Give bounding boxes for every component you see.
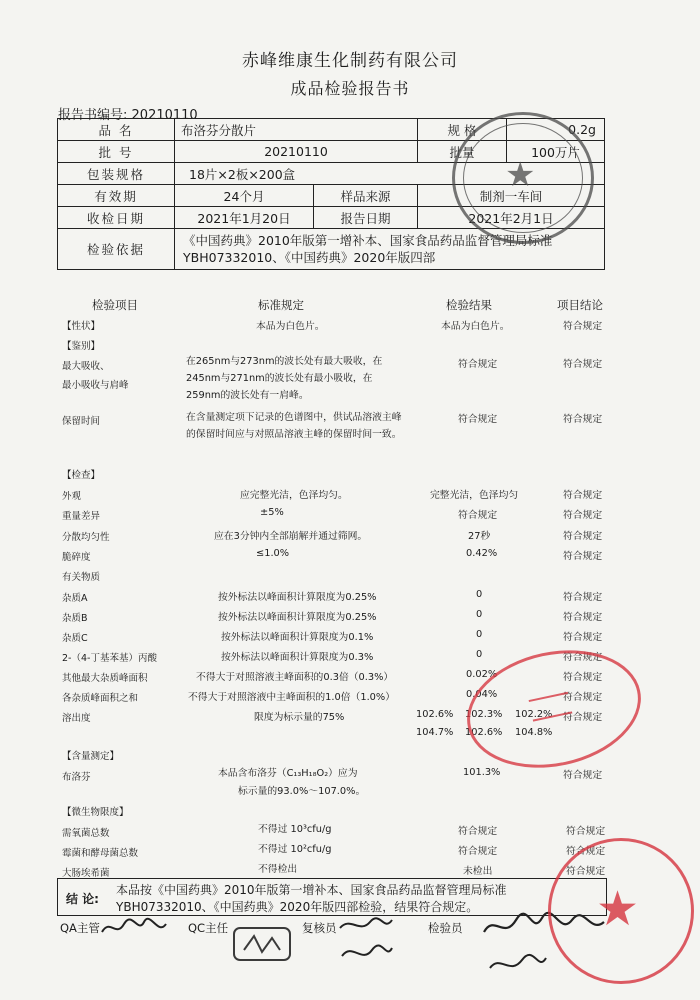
appearance-label: 外观 [62, 491, 82, 502]
assay-standard-1: 本品含布洛芬（C₁₃H₁₈O₂）应为 [218, 768, 358, 779]
section-assay: 【含量测定】 [62, 751, 120, 762]
section-character: 【性状】 [62, 321, 101, 332]
col-conclusion: 项目结论 [557, 298, 603, 312]
col-standard: 标准规定 [258, 298, 304, 312]
weight-conclusion: 符合规定 [563, 510, 603, 521]
impurity-c-conclusion: 符合规定 [563, 632, 603, 643]
qc-signature-stamp [232, 926, 292, 962]
character-result: 本品为白色片。 [441, 321, 510, 332]
impurity-d-conclusion: 符合规定 [563, 652, 603, 663]
impurity-d-result: 0 [476, 649, 483, 660]
mold-conclusion: 符合规定 [566, 846, 606, 857]
dissolution-result-1: 102.6% [416, 709, 454, 720]
assay-result: 101.3% [463, 767, 501, 778]
source-value: 制剂一车间 [418, 185, 605, 207]
received-date-value: 2021年1月20日 [175, 207, 314, 229]
batch-value: 20210110 [175, 141, 418, 163]
report-date-label: 报告日期 [314, 207, 418, 229]
report-number-value: 20210110 [131, 108, 198, 123]
weight-label: 重量差异 [62, 511, 101, 522]
conclusion-label: 结 论: [66, 892, 99, 906]
assay-standard-2: 标示量的93.0%～107.0%。 [238, 786, 366, 797]
impurity-c-result: 0 [476, 629, 483, 640]
retention-conclusion: 符合规定 [563, 414, 603, 425]
inspector-label: 检验员 [428, 921, 463, 935]
impurity-c-standard: 按外标法以峰面积计算限度为0.1% [221, 632, 374, 643]
uv-standard: 在265nm与273nm的波长处有最大吸收，在245nm与271nm的波长处有最小吸收，在259nm的波长处有一肩峰。 [186, 356, 383, 401]
ecoli-standard: 不得检出 [258, 864, 298, 875]
mold-result: 符合规定 [458, 846, 498, 857]
product-name-value: 布洛芬分散片 [175, 119, 418, 141]
ecoli-conclusion: 符合规定 [566, 866, 606, 877]
assay-label: 布洛芬 [62, 772, 91, 783]
company-name: 赤峰维康生化制药有限公司 [242, 51, 458, 71]
qa-manager-label: QA主管 [60, 921, 100, 935]
total-impurity-result: 0.04% [466, 689, 498, 700]
dispersion-label: 分散均匀性 [62, 532, 110, 543]
total-impurity-standard: 不得大于对照溶液中主峰面积的1.0倍（1.0%） [188, 692, 396, 703]
section-identify: 【鉴别】 [62, 341, 101, 352]
mold-standard: 不得过 10²cfu/g [258, 844, 332, 855]
retention-label: 保留时间 [62, 416, 101, 427]
aerobic-result: 符合规定 [458, 826, 498, 837]
aerobic-conclusion: 符合规定 [566, 826, 606, 837]
report-number-label: 报告书编号: [58, 108, 128, 123]
character-standard: 本品为白色片。 [256, 321, 325, 332]
aerobic-label: 需氧菌总数 [62, 828, 110, 839]
uv-label-1: 最大吸收、 [62, 361, 110, 372]
impurity-b-label: 杂质B [62, 613, 88, 624]
dissolution-result-4: 104.7% [416, 727, 454, 738]
dissolution-result-3: 102.2% [515, 709, 553, 720]
conclusion-line-2: YBH07332010、《中国药典》2020年版四部检验，结果符合规定。 [116, 900, 479, 914]
product-name-label: 品 名 [58, 119, 175, 141]
other-impurity-result: 0.02% [466, 669, 498, 680]
mold-label: 霉菌和酵母菌总数 [62, 848, 139, 859]
impurity-a-conclusion: 符合规定 [563, 592, 603, 603]
package-label: 包装规格 [58, 163, 175, 185]
aerobic-standard: 不得过 10³cfu/g [258, 824, 332, 835]
character-conclusion: 符合规定 [563, 321, 603, 332]
dispersion-standard: 应在3分钟内全部崩解并通过筛网。 [214, 531, 368, 542]
impurity-a-label: 杂质A [62, 593, 88, 604]
uv-conclusion: 符合规定 [563, 359, 603, 370]
dispersion-result: 27秒 [468, 531, 491, 542]
impurity-c-label: 杂质C [62, 633, 88, 644]
package-value: 18片×2板×200盒 [175, 163, 605, 185]
section-check: 【检查】 [62, 470, 101, 481]
col-result: 检验结果 [446, 298, 492, 312]
reviewer-signature [336, 912, 396, 972]
friability-label: 脆碎度 [62, 552, 91, 563]
related-substances-label: 有关物质 [62, 572, 101, 583]
document-title: 成品检验报告书 [290, 79, 410, 98]
impurity-b-standard: 按外标法以峰面积计算限度为0.25% [218, 612, 377, 623]
friability-standard: ≤1.0% [256, 548, 290, 559]
total-impurity-label: 各杂质峰面积之和 [62, 693, 139, 704]
spec-value: 0.2g [507, 119, 605, 141]
quantity-value: 100万片 [507, 141, 605, 163]
impurity-a-standard: 按外标法以峰面积计算限度为0.25% [218, 592, 377, 603]
basis-label: 检验依据 [58, 229, 175, 270]
friability-result: 0.42% [466, 548, 498, 559]
section-microbial: 【微生物限度】 [62, 807, 129, 818]
dissolution-label: 溶出度 [62, 713, 91, 724]
batch-label: 批 号 [58, 141, 175, 163]
basis-line-2: YBH07332010、《中国药典》2020年版四部 [183, 250, 436, 265]
dissolution-standard: 限度为标示量的75% [254, 712, 345, 723]
dissolution-result-5: 102.6% [465, 727, 503, 738]
impurity-b-conclusion: 符合规定 [563, 612, 603, 623]
quantity-label: 批量 [418, 141, 507, 163]
impurity-d-standard: 按外标法以峰面积计算限度为0.3% [221, 652, 374, 663]
col-item: 检验项目 [92, 298, 138, 312]
appearance-standard: 应完整光洁，色泽均匀。 [240, 490, 348, 501]
dissolution-result-2: 102.3% [465, 709, 503, 720]
dissolution-result-6: 104.8% [515, 727, 553, 738]
qa-signature [98, 912, 170, 942]
dispersion-conclusion: 符合规定 [563, 531, 603, 542]
report-date-value: 2021年2月1日 [418, 207, 605, 229]
friability-conclusion: 符合规定 [563, 551, 603, 562]
reviewer-label: 复核员 [302, 921, 337, 935]
appearance-result: 完整光洁，色泽均匀 [430, 490, 519, 501]
total-impurity-conclusion: 符合规定 [563, 692, 603, 703]
star-icon: ★ [596, 881, 640, 937]
dissolution-conclusion: 符合规定 [563, 712, 603, 723]
received-date-label: 收检日期 [58, 207, 175, 229]
other-impurity-conclusion: 符合规定 [563, 672, 603, 683]
company-red-seal-stamp [548, 838, 694, 984]
impurity-a-result: 0 [476, 589, 483, 600]
impurity-b-result: 0 [476, 609, 483, 620]
validity-label: 有效期 [58, 185, 175, 207]
conclusion-line-1: 本品按《中国药典》2010年版第一增补本、国家食品药品监督管理局标准 [116, 883, 507, 897]
other-impurity-standard: 不得大于对照溶液主峰面积的0.3倍（0.3%） [196, 672, 394, 683]
retention-standard: 在含量测定项下记录的色谱图中，供试品溶液主峰的保留时间应与对照品溶液主峰的保留时间一致。 [186, 412, 402, 440]
source-label: 样品来源 [314, 185, 418, 207]
star-icon: ★ [505, 155, 536, 195]
weight-result: 符合规定 [458, 510, 498, 521]
uv-result: 符合规定 [458, 359, 498, 370]
basis-line-1: 《中国药典》2010年版第一增补本、国家食品药品监督管理局标准 [183, 233, 553, 248]
ecoli-label: 大肠埃希菌 [62, 868, 110, 879]
ecoli-result: 未检出 [463, 866, 493, 877]
weight-standard: ±5% [260, 507, 284, 518]
retention-result: 符合规定 [458, 414, 498, 425]
uv-label-2: 最小吸收与肩峰 [62, 380, 129, 391]
impurity-d-label: 2-（4-丁基苯基）丙酸 [62, 653, 157, 664]
appearance-conclusion: 符合规定 [563, 490, 603, 501]
validity-value: 24个月 [175, 185, 314, 207]
other-impurity-label: 其他最大杂质峰面积 [62, 673, 148, 684]
distributor-quality-stamp [456, 635, 652, 783]
company-seal-stamp [452, 112, 594, 244]
spec-label: 规 格 [418, 119, 507, 141]
assay-conclusion: 符合规定 [563, 770, 603, 781]
qc-director-label: QC主任 [188, 921, 229, 935]
